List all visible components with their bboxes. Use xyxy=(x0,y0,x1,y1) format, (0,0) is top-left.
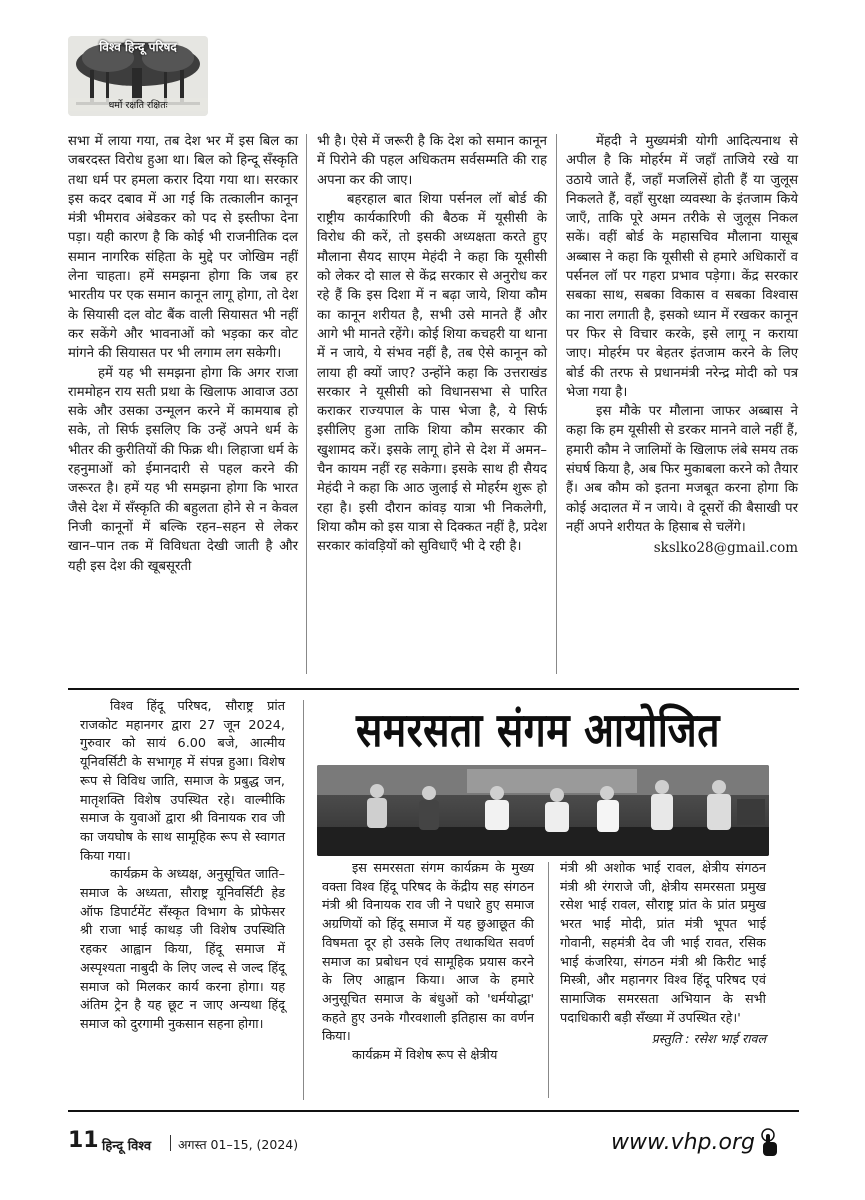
logo-title: विश्व हिन्दू परिषद xyxy=(99,40,177,54)
paragraph: इस समरसता संगम कार्यक्रम के मुख्य वक्ता विश्व हिंदू परिषद के केंद्रीय सह संगठन मंत्री श्री विनायक राव जी ने पधारे हुए समाज अग्रणियों को हिंदू समाज में यह छुआछूत की विषमता दूर हो उसके लिए तथाकथित सवर्ण समाज का प्रबोधन एवं सामूहिक प्रयास करने के लिए आह्वान किया। आज के हमारे अनुसूचित समाज के बंधुओं को 'धर्मयोद्धा' कहते हुए उनके गौरवशाली इतिहास का वर्णन किया। xyxy=(322,861,534,1045)
author-email[interactable]: skslko28@gmail.com xyxy=(653,540,798,557)
column-divider xyxy=(556,134,557,674)
page-footer xyxy=(68,1128,799,1164)
website-link[interactable]: www.vhp.org xyxy=(611,1130,755,1155)
news-column-2 xyxy=(322,860,534,1066)
news-column-3 xyxy=(560,860,766,1049)
logo-motto: धर्मो रक्षति रक्षितः xyxy=(68,98,208,111)
pointer-hand-icon xyxy=(759,1128,781,1158)
article-column-2 xyxy=(317,132,547,557)
page-number: 11 xyxy=(68,1128,99,1153)
column-divider xyxy=(303,700,304,1100)
paragraph: मेंहदी ने मुख्यमंत्री योगी आदित्यनाथ से अपील है कि मोहर्रम में जहाँ ताजिये रखे या उठाये जाते हैं, जहाँ मजलिसें होती हैं या जुलूस निकलते हैं, वहाँ सुरक्षा व्यवस्था के इंतजाम किये जाएँ, ताकि पूरे अमन तरीके से जुलूस निकल सकें। वहीं बोर्ड के महासचिव मौलाना यासूब अब्बास ने कहा कि यूसीसी से हमारे अधिकारों व पर्सनल लॉ पर गहरा प्रभाव पड़ेगा। केंद्र सरकार सबका साथ, सबका विकास व सबका विश्वास का नारा लगाती है, इसको ध्यान में रखकर कानून पर फिर से विचार करके, इसे लागू न कराया जाए। मोहर्रम पर बेहतर इंतजाम करने के लिए बोर्ड की तरफ से प्रधानमंत्री नरेन्द्र मोदी को पत्र भेजा गया है। xyxy=(566,134,798,400)
article-column-1 xyxy=(68,132,298,576)
paragraph: कार्यक्रम में विशेष रूप से क्षेत्रीय xyxy=(352,1048,498,1064)
paragraph: मंत्री श्री अशोक भाई रावल, क्षेत्रीय संगठन मंत्री श्री रंगराजे जी, क्षेत्रीय समरसता प्रमुख रसेश भाई रावल, सौराष्ट्र प्रांत के प्रांत प्रमुख भरत भाई मोदी, प्रांत मंत्री भूपत भाई गोवानी, सहमंत्री देव जी भाई रावत, रसिक भाई कंजरिया, संगठन मंत्री श्री किरीट भाई मिस्त्री, और महानगर विश्व हिंदू परिषद एवं सामाजिक समरसता अभियान के सभी पदाधिकारी बड़ी सँख्या में उपस्थित रहे।' xyxy=(560,861,766,1026)
paragraph: इस मौके पर मौलाना जाफर अब्बास ने कहा कि हम यूसीसी से डरकर मानने वाले नहीं हैं, हमारी कौम ने जालिमों के खिलाफ लंबे समय तक संघर्ष किया है, अब फिर मुकाबला करने को तैयार हैं। अब कौम को इतना मजबूत करना होगा कि कोई अदालत में न जाये। वे दूसरों की बैसाखी पर नहीं अपने शरीयत के हिसाब से चलेंगे। xyxy=(566,404,798,535)
vhp-logo xyxy=(68,36,208,116)
news-headline: समरसता संगम आयोजित xyxy=(356,704,720,759)
paragraph: हमें यह भी समझना होगा कि अगर राजा राममोहन राय सती प्रथा के खिलाफ आवाज उठा सके और उसका उन्मूलन करने में कामयाब हो सके, तो सिर्फ इसलिए कि उन्हें अपने धर्म के भीतर की कुरीतियों की फिक्र थी। लिहाजा धर्म के रहनुमाओं को ईमानदारी से पहल करने की जरूरत है। हमें यह भी समझना होगा कि भारत जैसे देश में सँस्कृति की बहुलता होने से न केवल निजी कानूनों में बल्कि रहन–सहन से लेकर खान–पान तक में विविधता देखी जाती है और यही इस देश की खूबसूरती xyxy=(68,365,298,574)
paragraph: कार्यक्रम के अध्यक्ष, अनुसूचित जाति–समाज के अध्यता, सौराष्ट्र यूनिवर्सिटी हेड ऑफ डिपार्टमेंट सँस्कृत विभाग के प्रोफेसर श्री राजा भाई काथड़ जी विशेष उपस्थिति रहकर आह्वान किया, हिंदू समाज में अस्पृश्यता नाबुदी के लिए जल्द से जल्द हिंदू समाज को मिलकर कार्य करना होगा। यह अंतिम ट्रेन है यह छूट न जाए अन्यथा हिंदू समाज को दुरगामी नुकसान सहना होगा। xyxy=(80,867,285,1032)
news-column-1 xyxy=(80,698,285,1035)
column-divider xyxy=(548,862,549,1098)
event-photo xyxy=(317,765,769,856)
article-column-3 xyxy=(566,132,798,559)
paragraph: विश्व हिंदू परिषद, सौराष्ट्र प्रांत राजकोट महानगर द्वारा 27 जून 2024, गुरुवार को सायं 6.00 बजे, आत्मीय यूनिवर्सिटी के सभागृह में संपन्न हुआ। विशेष रूप से विविध जाति, समाज के प्रबुद्ध जन, मातृशक्ति विशेष उपस्थित रहे। वाल्मीकि समाज के युवाओं द्वारा श्री विनायक राव जी का जयघोष के साथ सामूहिक रूप से स्वागत किया गया। xyxy=(80,699,285,864)
news-credit: प्रस्तुति : रसेश भाई रावल xyxy=(651,1031,766,1047)
event-stage-image xyxy=(317,765,769,856)
paragraph: भी है। ऐसे में जरूरी है कि देश को समान कानून में पिरोने की पहल अधिकतम सर्वसम्मति की राह अपना कर की जाए। xyxy=(317,134,547,188)
issue-date: अगस्त 01–15, (2024) xyxy=(178,1137,299,1152)
footer-separator xyxy=(170,1135,171,1151)
magazine-name: हिन्दू विश्व xyxy=(102,1139,152,1154)
paragraph: बहरहाल बात शिया पर्सनल लॉ बोर्ड की राष्ट्रीय कार्यकारिणी की बैठक में यूसीसी के विरोध की करें, तो इसकी अध्यक्षता करते हुए मौलाना सैयद साएम मेहंदी ने कहा कि यूसीसी को लेकर दो साल से केंद्र सरकार से अनुरोध कर रहे हैं कि इस दिशा में न बढ़ा जाये, शिया कौम का कानून शरीयत है, सभी उसे मानते हैं और आगे भी मानते रहेंगे। कोई शिया कचहरी या थाना में न जाये, ये संभव नहीं है, तब ऐसे कानून को लाया ही क्यों जाए? उन्होंने कहा कि उत्तराखंड सरकार ने यूसीसी को विधानसभा से पारित कराकर राज्यपाल के पास भेजा है, ये सिर्फ इसीलिए हुआ ताकि शिया कौम सरकार की खुशामद करें। इसके लागू होने से देश में अमन–चैन कायम नहीं रह सकेगा। इसके साथ ही सैयद मेहंदी ने कहा कि आठ जुलाई से मोहर्रम शुरू हो रहा है। इसी दौरान कांवड़ यात्रा भी निकलेगी, शिया कौम को इस यात्रा से दिक्कत नहीं है, प्रदेश सरकार कांवड़ियों को सुविधाएँ भी दे रही है। xyxy=(317,191,547,555)
column-divider xyxy=(306,134,307,674)
paragraph: सभा में लाया गया, तब देश भर में इस बिल का जबरदस्त विरोध हुआ था। बिल को हिन्दू सँस्कृति तथा धर्म पर हमला करार दिया गया था। सरकार इस कदर दबाव में आ गई कि तत्कालीन कानून मंत्री भीमराव अंबेडकर को पद से इस्तीफा देना पड़ा। यही कारण है कि कोई भी राजनीतिक दल समान नागरिक संहिता के मुद्दे पर जोखिम नहीं लेना चाहता। हमें समझना होगा कि जब हर भारतीय पर एक समान कानून लागू होगा, तो देश के सियासी दल वोट बैंक वाली सियासत भी नहीं कर सकेंगे और भावनाओं को भड़का कर वोट मांगने की सियासत पर भी लगाम लग सकेगी। xyxy=(68,134,298,362)
